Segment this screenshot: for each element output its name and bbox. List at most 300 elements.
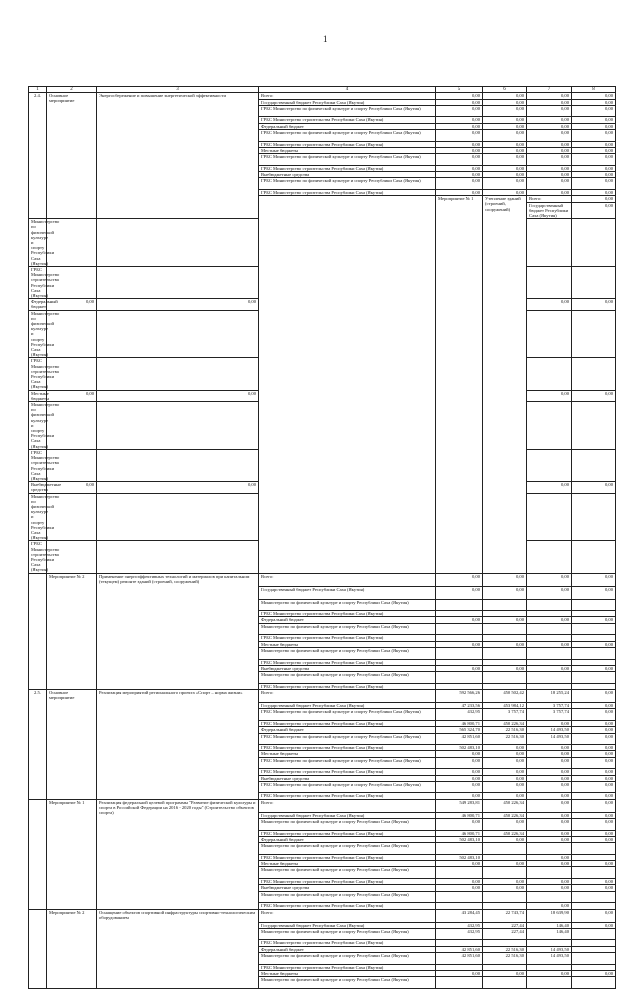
- amount-cell: 0,00: [527, 154, 572, 166]
- amount-cell: [572, 843, 616, 855]
- amount-cell: 0,00: [483, 189, 527, 195]
- header-cell: 1: [29, 87, 47, 93]
- event-name: Реализация мероприятий регионального проекта «Спорт – норма жизни»: [97, 690, 259, 800]
- amount-cell: 450 226,34: [483, 799, 527, 812]
- amount-cell: 0,00: [572, 745, 616, 751]
- amount-cell: [483, 623, 527, 635]
- amount-cell: 0,00: [436, 147, 483, 153]
- amount-cell: 0,00: [572, 836, 616, 842]
- amount-cell: 0,00: [483, 751, 527, 757]
- amount-cell: [527, 647, 572, 659]
- amount-cell: 227,44: [483, 922, 527, 928]
- header-cell: 7: [527, 87, 572, 93]
- amount-cell: 0,00: [527, 793, 572, 799]
- amount-cell: 0,00: [483, 117, 527, 123]
- amount-cell: 0,00: [483, 861, 527, 867]
- amount-cell: 0,00: [483, 129, 527, 141]
- amount-cell: 0,00: [483, 147, 527, 153]
- funding-source: Федеральный бюджет: [259, 727, 436, 733]
- amount-cell: 46 800,71: [436, 812, 483, 818]
- amount-cell: 0,00: [527, 830, 572, 836]
- amount-cell: 22 516,30: [483, 727, 527, 733]
- amount-cell: 0,00: [436, 665, 483, 671]
- amount-cell: [572, 493, 616, 541]
- funding-source: Местные бюджеты: [259, 641, 436, 647]
- amount-cell: [527, 402, 572, 450]
- amount-cell: 0,00: [527, 775, 572, 781]
- funding-source: Федеральный бюджет: [259, 836, 436, 842]
- funding-source: ГРБС Министерство строительства Республики Саха (Якутия): [259, 165, 436, 171]
- funding-source: Министерство по физической культуре и спорту Республики Саха (Якутия): [29, 402, 47, 450]
- amount-cell: 549 283,81: [436, 799, 483, 812]
- amount-cell: 0,00: [572, 165, 616, 171]
- amount-cell: 0,00: [527, 751, 572, 757]
- amount-cell: 0,00: [572, 757, 616, 769]
- funding-source: ГРБС Министерство по физической культуре и спорту Республики Саха (Якутия): [259, 129, 436, 141]
- funding-source: Местные бюджеты: [259, 751, 436, 757]
- amount-cell: 0,00: [527, 299, 572, 310]
- event-name: Реализация федеральной целевой программы "Развитие физической культуры и спорта в Российской Федерации на 2016 - 2020 годы" (Строительство объектов спорта): [97, 799, 259, 909]
- amount-cell: 14 493,50: [527, 946, 572, 952]
- amount-cell: [483, 647, 527, 659]
- funding-source: ГРБС Министерство строительства Республики Саха (Якутия): [29, 358, 47, 390]
- amount-cell: 0,00: [436, 879, 483, 885]
- amount-cell: 0,00: [527, 141, 572, 147]
- amount-cell: 0,00: [527, 147, 572, 153]
- funding-source: Внебюджетные средства: [259, 775, 436, 781]
- amount-cell: 0,00: [527, 105, 572, 117]
- amount-cell: 146,40: [527, 922, 572, 928]
- amount-cell: 43 284,45: [436, 909, 483, 922]
- amount-cell: 0,00: [527, 129, 572, 141]
- funding-source: ГРБС Министерство строительства Республики Саха (Якутия): [259, 659, 436, 665]
- amount-cell: 565 324,70: [436, 727, 483, 733]
- amount-cell: 453 984,12: [483, 703, 527, 709]
- amount-cell: 0,00: [572, 196, 616, 202]
- amount-cell: 502 483,10: [436, 836, 483, 842]
- funding-source: Государственный бюджет Республики Саха (Якутия): [259, 922, 436, 928]
- amount-cell: [527, 358, 572, 390]
- amount-cell: 0,00: [572, 922, 616, 928]
- amount-cell: [47, 541, 97, 573]
- funding-source: ГРБС Министерство строительства Республики Саха (Якутия): [29, 541, 47, 573]
- funding-source: ГРБС Министерство по физической культуре и спорту Республики Саха (Якутия): [259, 781, 436, 793]
- amount-cell: [483, 672, 527, 684]
- budget-table: [28, 86, 616, 989]
- amount-cell: 0,00: [572, 117, 616, 123]
- amount-cell: [527, 843, 572, 855]
- amount-cell: 0,00: [436, 141, 483, 147]
- amount-cell: 0,00: [527, 879, 572, 885]
- amount-cell: 0,00: [436, 573, 483, 586]
- amount-cell: 0,00: [527, 93, 572, 99]
- amount-cell: [527, 219, 572, 267]
- amount-cell: 18 639,90: [527, 909, 572, 922]
- amount-cell: 0,00: [572, 99, 616, 105]
- amount-cell: 0,00: [572, 641, 616, 647]
- amount-cell: 0,00: [527, 799, 572, 812]
- header-cell: 8: [572, 87, 616, 93]
- amount-cell: [483, 599, 527, 611]
- amount-cell: 0,00: [572, 909, 616, 922]
- funding-source: ГРБС Министерство строительства Республики Саха (Якутия): [259, 793, 436, 799]
- amount-cell: 432,95: [436, 928, 483, 940]
- funding-source: Внебюджетные средства: [259, 885, 436, 891]
- amount-cell: 0,00: [572, 123, 616, 129]
- funding-source: Федеральный бюджет: [259, 946, 436, 952]
- funding-source: Министерство по физической культуре и спорту Республики Саха (Якутия): [259, 672, 436, 684]
- amount-cell: 0,00: [572, 733, 616, 745]
- funding-source: ГРБС Министерство по физической культуре и спорту Республики Саха (Якутия): [259, 154, 436, 166]
- amount-cell: [97, 402, 259, 450]
- amount-cell: 0,00: [483, 775, 527, 781]
- amount-cell: 0,00: [483, 836, 527, 842]
- amount-cell: 0,00: [572, 482, 616, 493]
- amount-cell: 0,00: [527, 970, 572, 976]
- amount-cell: 47 233,56: [436, 703, 483, 709]
- event-name: Оснащение объектов спортивной инфраструктуры спортивно-технологическим оборудованием: [97, 909, 259, 988]
- amount-cell: 0,00: [572, 879, 616, 885]
- amount-cell: 0,00: [97, 299, 259, 310]
- amount-cell: [483, 891, 527, 903]
- amount-cell: [527, 541, 572, 573]
- row-number: [29, 909, 47, 988]
- amount-cell: 0,00: [572, 769, 616, 775]
- funding-source: Местные бюджеты: [259, 861, 436, 867]
- amount-cell: [572, 928, 616, 940]
- amount-cell: 0,00: [483, 123, 527, 129]
- amount-cell: [97, 493, 259, 541]
- amount-cell: 450 226,34: [483, 830, 527, 836]
- funding-source: Министерство по физической культуре и спорту Республики Саха (Якутия): [29, 493, 47, 541]
- amount-cell: [97, 219, 259, 267]
- amount-cell: [436, 977, 483, 989]
- funding-source: ГРБС Министерство строительства Республики Саха (Якутия): [259, 854, 436, 860]
- amount-cell: 0,00: [436, 178, 483, 190]
- header-cell: 3: [97, 87, 259, 93]
- amount-cell: 0,00: [436, 861, 483, 867]
- amount-cell: 0,00: [436, 751, 483, 757]
- amount-cell: [527, 266, 572, 298]
- amount-cell: 0,00: [527, 586, 572, 599]
- funding-source: ГРБС Министерство по физической культуре и спорту Республики Саха (Якутия): [259, 709, 436, 721]
- amount-cell: 0,00: [572, 690, 616, 703]
- amount-cell: 450 226,34: [483, 720, 527, 726]
- amount-cell: 0,00: [572, 970, 616, 976]
- amount-cell: 0,00: [527, 123, 572, 129]
- amount-cell: 42 851,60: [436, 946, 483, 952]
- amount-cell: [572, 647, 616, 659]
- amount-cell: 0,00: [527, 178, 572, 190]
- amount-cell: 0,00: [572, 812, 616, 818]
- amount-cell: [47, 219, 97, 267]
- amount-cell: 22 743,74: [483, 909, 527, 922]
- amount-cell: 0,00: [572, 189, 616, 195]
- amount-cell: 46 800,71: [436, 720, 483, 726]
- amount-cell: 0,00: [527, 482, 572, 493]
- amount-cell: 0,00: [527, 390, 572, 401]
- amount-cell: 0,00: [483, 617, 527, 623]
- amount-cell: 0,00: [47, 390, 97, 401]
- amount-cell: 0,00: [527, 665, 572, 671]
- funding-source: Министерство по физической культуре и спорту Республики Саха (Якутия): [259, 647, 436, 659]
- amount-cell: [436, 843, 483, 855]
- funding-source: Внебюджетные средства: [259, 665, 436, 671]
- amount-cell: 0,00: [97, 482, 259, 493]
- funding-source: Местные бюджеты: [29, 390, 47, 401]
- amount-cell: 0,00: [572, 751, 616, 757]
- amount-cell: 0,00: [483, 178, 527, 190]
- funding-source: ГРБС Министерство строительства Республики Саха (Якутия): [259, 117, 436, 123]
- amount-cell: 0,00: [483, 641, 527, 647]
- funding-source: ГРБС Министерство строительства Республики Саха (Якутия): [259, 635, 436, 641]
- amount-cell: 3 757,74: [527, 709, 572, 721]
- amount-cell: 22 516,30: [483, 733, 527, 745]
- amount-cell: 0,00: [572, 129, 616, 141]
- amount-cell: [483, 867, 527, 879]
- amount-cell: 0,00: [527, 885, 572, 891]
- amount-cell: 0,00: [572, 154, 616, 166]
- amount-cell: [97, 358, 259, 390]
- amount-cell: 0,00: [483, 745, 527, 751]
- amount-cell: 0,00: [483, 141, 527, 147]
- amount-cell: [572, 867, 616, 879]
- funding-source: ГРБС Министерство строительства Республики Саха (Якутия): [259, 903, 436, 909]
- amount-cell: 0,00: [483, 879, 527, 885]
- amount-cell: 0,00: [572, 105, 616, 117]
- event-type: Мероприятие № 2: [47, 909, 97, 988]
- amount-cell: 0,00: [436, 93, 483, 99]
- funding-source: ГРБС Министерство строительства Республики Саха (Якутия): [259, 189, 436, 195]
- amount-cell: [527, 891, 572, 903]
- event-name: Применение энергоэффективных технологий и материалов при капитальном (текущем) ремонте зданий (строений, сооружений): [97, 573, 259, 689]
- amount-cell: [572, 977, 616, 989]
- amount-cell: 0,00: [483, 781, 527, 793]
- funding-source: Государственный бюджет Республики Саха (Якутия): [259, 812, 436, 818]
- amount-cell: 0,00: [572, 573, 616, 586]
- amount-cell: 14 493,50: [527, 733, 572, 745]
- row-number: 2.4.: [29, 93, 47, 219]
- amount-cell: 0,00: [527, 641, 572, 647]
- amount-cell: 0,00: [436, 172, 483, 178]
- amount-cell: [527, 493, 572, 541]
- table-row: [29, 573, 616, 586]
- funding-source: ГРБС Министерство строительства Республики Саха (Якутия): [259, 141, 436, 147]
- funding-source: Всего:: [259, 93, 436, 99]
- funding-source: ГРБС Министерство по физической культуре и спорту Республики Саха (Якутия): [259, 757, 436, 769]
- funding-source: Министерство по физической культуре и спорту Республики Саха (Якутия): [259, 819, 436, 831]
- amount-cell: [572, 599, 616, 611]
- funding-source: Местные бюджеты: [259, 970, 436, 976]
- funding-source: ГРБС Министерство строительства Республики Саха (Якутия): [29, 266, 47, 298]
- amount-cell: 227,44: [483, 928, 527, 940]
- amount-cell: 42 851,60: [436, 733, 483, 745]
- row-number: [29, 799, 47, 909]
- funding-source: ГРБС Министерство строительства Республики Саха (Якутия): [259, 769, 436, 775]
- amount-cell: 0,00: [436, 117, 483, 123]
- amount-cell: 0,00: [572, 202, 616, 219]
- page-mark: 1: [323, 34, 328, 44]
- amount-cell: 146,40: [527, 928, 572, 940]
- amount-cell: 432,95: [436, 709, 483, 721]
- funding-source: Внебюджетные средства: [259, 172, 436, 178]
- amount-cell: 0,00: [572, 861, 616, 867]
- amount-cell: 0,00: [436, 129, 483, 141]
- row-number: 2.5.: [29, 690, 47, 800]
- amount-cell: [527, 977, 572, 989]
- amount-cell: 432,95: [436, 922, 483, 928]
- amount-cell: 0,00: [527, 812, 572, 818]
- amount-cell: [527, 599, 572, 611]
- amount-cell: 0,00: [572, 793, 616, 799]
- amount-cell: 0,00: [483, 586, 527, 599]
- amount-cell: [97, 310, 259, 358]
- amount-cell: [572, 891, 616, 903]
- funding-source: Министерство по физической культуре и спорту Республики Саха (Якутия): [29, 310, 47, 358]
- amount-cell: [436, 891, 483, 903]
- funding-source: Федеральный бюджет: [259, 123, 436, 129]
- amount-cell: 0,00: [527, 836, 572, 842]
- funding-source: Министерство по физической культуре и спорту Республики Саха (Якутия): [259, 953, 436, 965]
- amount-cell: [572, 623, 616, 635]
- amount-cell: 0,00: [572, 93, 616, 99]
- amount-cell: 0,00: [572, 885, 616, 891]
- event-type: Мероприятие № 1: [47, 799, 97, 909]
- funding-source: Федеральный бюджет: [259, 617, 436, 623]
- amount-cell: 0,00: [436, 189, 483, 195]
- amount-cell: 0,00: [527, 573, 572, 586]
- header-cell: 5: [436, 87, 483, 93]
- event-type: Основное мероприятие: [47, 93, 97, 219]
- amount-cell: [97, 266, 259, 298]
- amount-cell: 0,00: [572, 390, 616, 401]
- amount-cell: [97, 541, 259, 573]
- amount-cell: 14 493,50: [527, 953, 572, 965]
- amount-cell: [436, 867, 483, 879]
- amount-cell: [572, 266, 616, 298]
- amount-cell: 0,00: [527, 720, 572, 726]
- amount-cell: 0,00: [436, 99, 483, 105]
- amount-cell: 0,00: [483, 172, 527, 178]
- amount-cell: 0,00: [436, 105, 483, 117]
- amount-cell: 0,00: [572, 781, 616, 793]
- amount-cell: 0,00: [527, 819, 572, 831]
- amount-cell: 0,00: [527, 617, 572, 623]
- amount-cell: 0,00: [527, 745, 572, 751]
- amount-cell: [47, 402, 97, 450]
- funding-source: Всего:: [259, 799, 436, 812]
- funding-source: ГРБС Министерство строительства Республики Саха (Якутия): [259, 940, 436, 946]
- amount-cell: 0,00: [483, 154, 527, 166]
- amount-cell: 0,00: [47, 482, 97, 493]
- amount-cell: 0,00: [483, 885, 527, 891]
- amount-cell: 14 493,50: [527, 727, 572, 733]
- header-cell: 4: [259, 87, 436, 93]
- amount-cell: 0,00: [436, 781, 483, 793]
- funding-source: Министерство по физической культуре и спорту Республики Саха (Якутия): [259, 867, 436, 879]
- amount-cell: 0,00: [572, 799, 616, 812]
- amount-cell: 0,00: [527, 903, 572, 909]
- amount-cell: 0,00: [483, 665, 527, 671]
- amount-cell: 0,00: [436, 641, 483, 647]
- amount-cell: 0,00: [436, 757, 483, 769]
- amount-cell: 592 566,26: [436, 690, 483, 703]
- amount-cell: [483, 977, 527, 989]
- amount-cell: 0,00: [572, 178, 616, 190]
- funding-source: Государственный бюджет Республики Саха (Якутия): [259, 586, 436, 599]
- amount-cell: 0,00: [572, 727, 616, 733]
- amount-cell: [47, 310, 97, 358]
- row-number: [259, 196, 436, 573]
- table-row: [29, 909, 616, 922]
- funding-source: ГРБС Министерство строительства Республики Саха (Якутия): [259, 683, 436, 689]
- funding-source: Федеральный бюджет: [29, 299, 47, 310]
- amount-cell: 0,00: [436, 165, 483, 171]
- funding-source: ГРБС Министерство строительства Республики Саха (Якутия): [259, 745, 436, 751]
- amount-cell: 0,00: [527, 117, 572, 123]
- funding-source: Министерство по физической культуре и спорту Республики Саха (Якутия): [29, 219, 47, 267]
- amount-cell: 0,00: [572, 617, 616, 623]
- amount-cell: 0,00: [97, 390, 259, 401]
- row-number: [29, 573, 47, 689]
- event-name: Утепление зданий (строений, сооружений): [483, 196, 527, 573]
- amount-cell: 0,00: [483, 970, 527, 976]
- amount-cell: 0,00: [572, 703, 616, 709]
- amount-cell: 0,00: [483, 105, 527, 117]
- amount-cell: 0,00: [436, 775, 483, 781]
- funding-source: Министерство по физической культуре и спорту Республики Саха (Якутия): [259, 599, 436, 611]
- amount-cell: [527, 867, 572, 879]
- amount-cell: 0,00: [572, 172, 616, 178]
- amount-cell: 0,00: [527, 861, 572, 867]
- table-row: [29, 799, 616, 812]
- funding-source: ГРБС Министерство строительства Республики Саха (Якутия): [259, 964, 436, 970]
- amount-cell: 3 757,74: [527, 703, 572, 709]
- funding-source: Государственный бюджет Республики Саха (Якутия): [527, 202, 572, 219]
- funding-source: Всего:: [259, 690, 436, 703]
- amount-cell: 0,00: [572, 665, 616, 671]
- funding-source: Всего:: [527, 196, 572, 202]
- funding-source: Всего:: [259, 573, 436, 586]
- amount-cell: [47, 493, 97, 541]
- amount-cell: 0,00: [483, 757, 527, 769]
- amount-cell: 0,00: [572, 819, 616, 831]
- amount-cell: 0,00: [436, 123, 483, 129]
- amount-cell: 0,00: [572, 299, 616, 310]
- amount-cell: 0,00: [436, 586, 483, 599]
- amount-cell: 0,00: [572, 830, 616, 836]
- amount-cell: [527, 449, 572, 481]
- amount-cell: 46 800,71: [436, 830, 483, 836]
- funding-source: Всего:: [259, 909, 436, 922]
- funding-source: Министерство по физической культуре и спорту Республики Саха (Якутия): [259, 623, 436, 635]
- funding-source: Министерство по физической культуре и спорту Республики Саха (Якутия): [259, 891, 436, 903]
- amount-cell: [436, 623, 483, 635]
- funding-source: ГРБС Министерство строительства Республики Саха (Якутия): [29, 449, 47, 481]
- amount-cell: 0,00: [47, 299, 97, 310]
- funding-source: ГРБС Министерство строительства Республики Саха (Якутия): [259, 611, 436, 617]
- amount-cell: 0,00: [436, 885, 483, 891]
- funding-source: ГРБС Министерство по физической культуре и спорту Республики Саха (Якутия): [259, 178, 436, 190]
- amount-cell: 0,00: [527, 172, 572, 178]
- amount-cell: 22 516,30: [483, 953, 527, 965]
- amount-cell: 0,00: [572, 720, 616, 726]
- amount-cell: 0,00: [436, 819, 483, 831]
- amount-cell: 0,00: [483, 819, 527, 831]
- amount-cell: [436, 647, 483, 659]
- funding-source: Местные бюджеты: [259, 147, 436, 153]
- amount-cell: [572, 310, 616, 358]
